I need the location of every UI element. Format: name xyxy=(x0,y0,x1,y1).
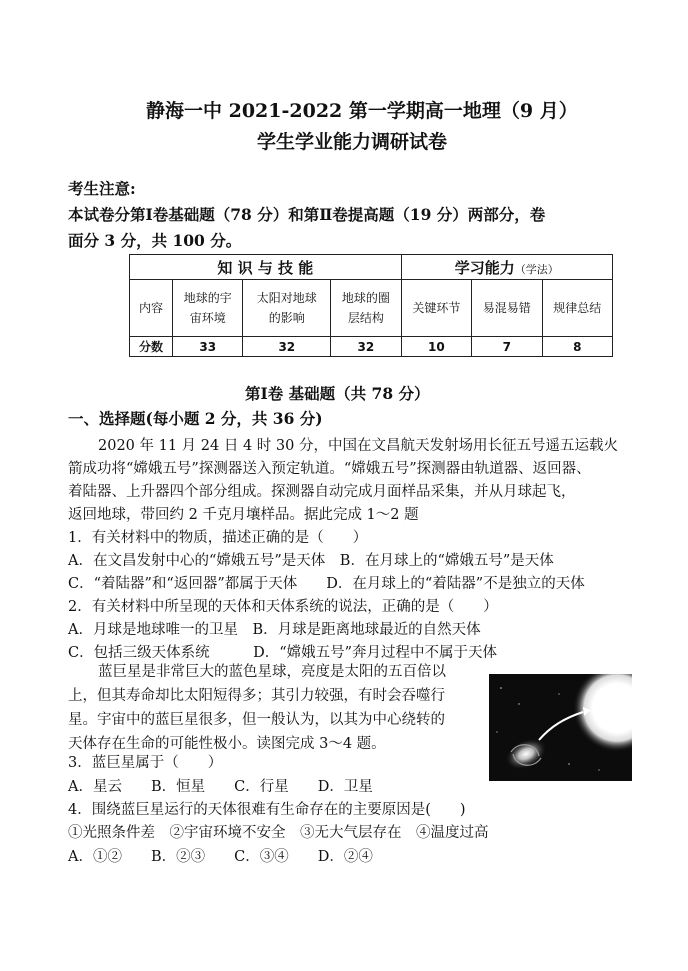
question-4-items: ①光照条件差 ②宇宙环境不安全 ③无大气层存在 ④温度过高 xyxy=(68,825,489,841)
blue-giant-image xyxy=(489,674,632,781)
galaxy-icon xyxy=(500,732,552,776)
passage2-line: 天体存在生命的可能性极小。读图完成 3～4 题。 xyxy=(68,736,386,752)
col-header-cosmic: 地球的宇 宙环境 xyxy=(173,280,243,337)
group-learning-ability xyxy=(401,255,612,280)
group-learning-ability-label: 学习能力 xyxy=(454,258,515,277)
passage2-line: 上，但其寿命却比太阳短得多；其引力较强，有时会吞噬行 xyxy=(68,688,445,704)
score-cell: 33 xyxy=(173,337,243,357)
score-cell: 10 xyxy=(401,337,471,357)
group-learning-ability-sub: （学法） xyxy=(514,262,559,276)
question-4-options: A．①② B．②③ C．③④ D．②④ xyxy=(68,849,373,865)
col-header-confusing: 易混易错 xyxy=(472,280,542,337)
passage1-line: 2020 年 11 月 24 日 4 时 30 分，中国在文昌航天发射场用长征五号遥五运载火 xyxy=(98,438,618,454)
row-label-content: 内容 xyxy=(130,280,173,337)
passage1-line: 返回地球，带回约 2 千克月壤样品。据此完成 1～2 题 xyxy=(68,507,419,523)
col-header-sun: 太阳对地球 的影响 xyxy=(243,280,331,337)
question-3: 3．蓝巨星属于（ ） xyxy=(68,755,223,771)
notice-line-2: 面分 3 分，共 100 分。 xyxy=(68,231,242,250)
col-header-spheres: 地球的圈 层结构 xyxy=(331,280,401,337)
question-4: 4．围绕蓝巨星运行的天体很难有生命存在的主要原因是( ) xyxy=(68,802,466,818)
question-2-options-cd: C．包括三级天体系统 D．“嫦娥五号”奔月过程中不属于天体 xyxy=(68,645,498,661)
question-1-options-cd: C．“着陆器”和“返回器”都属于天体 D．在月球上的“着陆器”不是独立的天体 xyxy=(68,576,585,592)
question-1-options-ab: A．在文昌发射中心的“嫦娥五号”是天体 B．在月球上的“嫦娥五号”是天体 xyxy=(68,553,554,569)
question-3-options: A．星云 B．恒星 C．行星 D．卫星 xyxy=(68,779,373,795)
score-table xyxy=(129,254,613,357)
row-label-score: 分数 xyxy=(130,337,173,357)
score-cell: 8 xyxy=(542,337,612,357)
score-cell: 32 xyxy=(331,337,401,357)
group-knowledge-skills: 知 识 与 技 能 xyxy=(130,255,402,280)
question-1: 1．有关材料中的物质，描述正确的是（ ） xyxy=(68,530,368,546)
notice-line-1: 本试卷分第Ⅰ卷基础题（78 分）和第Ⅱ卷提高题（19 分）两部分，卷 xyxy=(68,205,546,224)
title-line-2: 学生学业能力调研试卷 xyxy=(257,131,448,153)
title-line-1: 静海一中 2021-2022 第一学期高一地理（9 月） xyxy=(146,100,578,122)
passage2-line: 星。宇宙中的蓝巨星很多，但一般认为，以其为中心绕转的 xyxy=(68,712,445,728)
notice-label: 考生注意: xyxy=(68,179,136,198)
passage1-line: 着陆器、上升器四个部分组成。探测器自动完成月面样品采集，并从月球起飞， xyxy=(68,484,576,500)
col-header-summary: 规律总结 xyxy=(542,280,612,337)
score-cell: 32 xyxy=(243,337,331,357)
blue-giant-illustration xyxy=(489,674,632,781)
question-2-options-ab: A．月球是地球唯一的卫星 B．月球是距离地球最近的自然天体 xyxy=(68,622,481,638)
passage1-line: 箭成功将“嫦娥五号”探测器送入预定轨道。“嫦娥五号”探测器由轨道器、返回器、 xyxy=(68,461,591,477)
col-header-key-links: 关键环节 xyxy=(401,280,471,337)
part1-heading: 第Ⅰ卷 基础题（共 78 分） xyxy=(245,384,430,403)
passage2-line: 蓝巨星是非常巨大的蓝色星球，亮度是太阳的五百倍以 xyxy=(98,664,446,680)
score-cell: 7 xyxy=(472,337,542,357)
section-heading: 一、选择题(每小题 2 分，共 36 分) xyxy=(68,409,323,428)
question-2: 2．有关材料中所呈现的天体和天体系统的说法，正确的是（ ） xyxy=(68,599,498,615)
